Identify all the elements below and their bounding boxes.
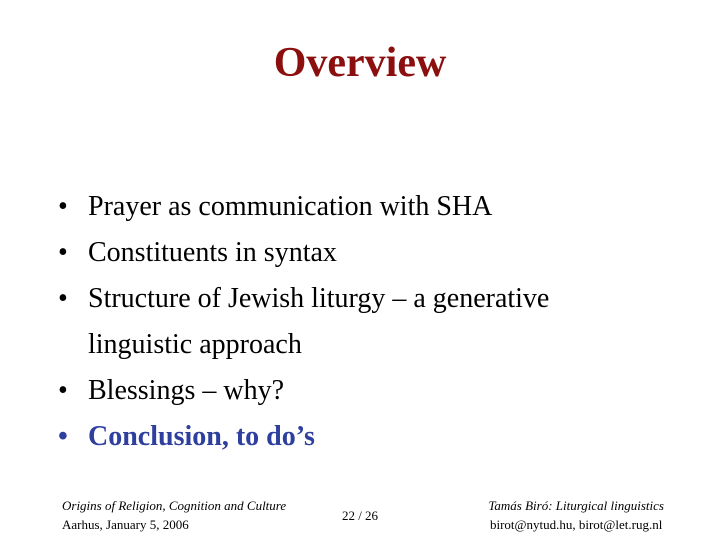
conference-place-date: Aarhus, January 5, 2006 xyxy=(62,517,189,532)
bullet-item xyxy=(58,230,698,276)
footer-author xyxy=(488,496,664,534)
bullet-icon: • xyxy=(58,375,68,406)
bullet-text: Blessings – why? xyxy=(88,375,284,406)
bullet-icon: • xyxy=(58,191,68,222)
bullet-text-continuation: linguistic approach xyxy=(88,329,302,360)
bullet-icon: • xyxy=(58,237,68,268)
bullet-text: Constituents in syntax xyxy=(88,237,337,268)
bullet-item xyxy=(58,276,698,368)
page-number: 22 / 26 xyxy=(341,508,379,523)
slide-title: Overview xyxy=(273,40,447,86)
bullet-list xyxy=(58,184,698,460)
author-emails: birot@nytud.hu, birot@let.rug.nl xyxy=(489,517,663,532)
bullet-item xyxy=(58,184,698,230)
bullet-icon: • xyxy=(58,283,68,314)
footer-conference xyxy=(62,496,286,534)
bullet-text: Conclusion, to do’s xyxy=(88,421,315,452)
conference-name: Origins of Religion, Cognition and Culture xyxy=(62,498,287,513)
bullet-text: Structure of Jewish liturgy – a generative xyxy=(88,283,550,314)
bullet-text: Prayer as communication with SHA xyxy=(88,191,493,222)
bullet-item xyxy=(58,368,698,414)
bullet-item-highlighted xyxy=(58,414,698,460)
bullet-icon: • xyxy=(58,421,68,452)
author-talk-title: Tamás Biró: Liturgical linguistics xyxy=(488,498,664,513)
